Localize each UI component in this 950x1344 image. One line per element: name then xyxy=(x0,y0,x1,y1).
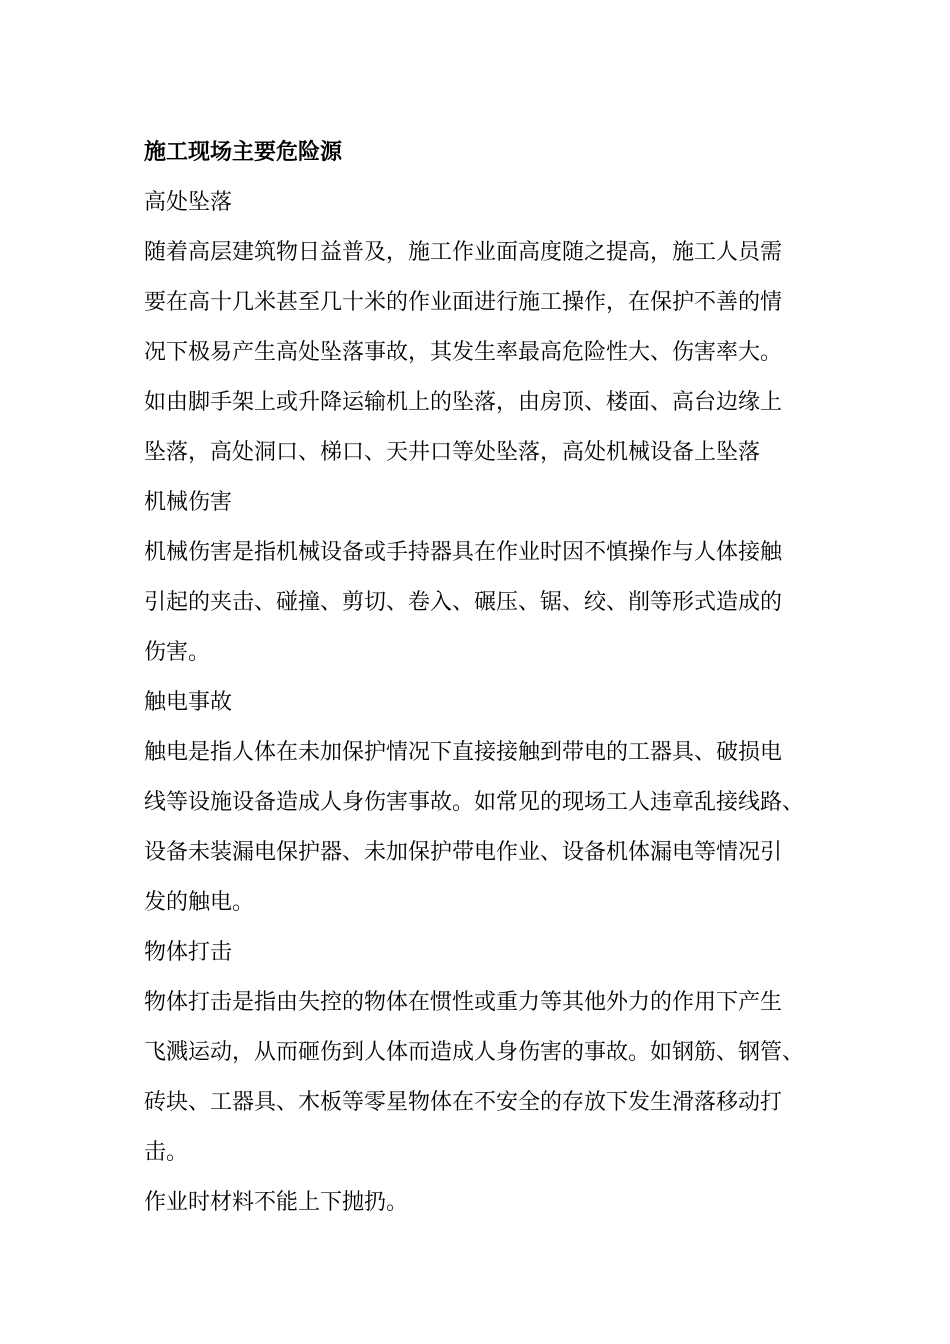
paragraph-line: 要在高十几米甚至几十米的作业面进行施工操作，在保护不善的情 xyxy=(144,290,783,315)
paragraph-line: 况下极易产生高处坠落事故，其发生率最高危险性大、伤害率大。 xyxy=(144,340,783,365)
section-heading: 触电事故 xyxy=(144,690,233,715)
paragraph-line: 机械伤害是指机械设备或手持器具在作业时因不慎操作与人体接触 xyxy=(144,540,783,565)
document-title: 施工现场主要危险源 xyxy=(144,140,343,165)
paragraph-line: 如由脚手架上或升降运输机上的坠落，由房顶、楼面、高台边缘上 xyxy=(144,390,783,415)
paragraph-line: 线等设施设备造成人身伤害事故。如常见的现场工人违章乱接线路、 xyxy=(144,790,805,815)
paragraph-line: 引起的夹击、碰撞、剪切、卷入、碾压、锯、绞、削等形式造成的 xyxy=(144,590,783,615)
section-heading: 机械伤害 xyxy=(144,490,233,515)
paragraph-line: 物体打击是指由失控的物体在惯性或重力等其他外力的作用下产生 xyxy=(144,990,783,1015)
document-body xyxy=(144,128,834,1228)
section-heading: 物体打击 xyxy=(144,940,233,965)
section-heading: 高处坠落 xyxy=(144,190,233,215)
paragraph-line: 发的触电。 xyxy=(144,890,255,915)
paragraph-line: 设备未装漏电保护器、未加保护带电作业、设备机体漏电等情况引 xyxy=(144,840,783,865)
closing-line: 作业时材料不能上下抛扔。 xyxy=(144,1190,409,1215)
paragraph-line: 坠落，高处洞口、梯口、天井口等处坠落，高处机械设备上坠落 xyxy=(144,440,761,465)
paragraph-line: 砖块、工器具、木板等零星物体在不安全的存放下发生滑落移动打 xyxy=(144,1090,783,1115)
paragraph-line: 触电是指人体在未加保护情况下直接接触到带电的工器具、破损电 xyxy=(144,740,783,765)
paragraph-line: 随着高层建筑物日益普及，施工作业面高度随之提高，施工人员需 xyxy=(144,240,783,265)
paragraph-line: 飞溅运动，从而砸伤到人体而造成人身伤害的事故。如钢筋、钢管、 xyxy=(144,1040,805,1065)
paragraph-line: 伤害。 xyxy=(144,640,211,665)
paragraph-line: 击。 xyxy=(144,1140,189,1165)
